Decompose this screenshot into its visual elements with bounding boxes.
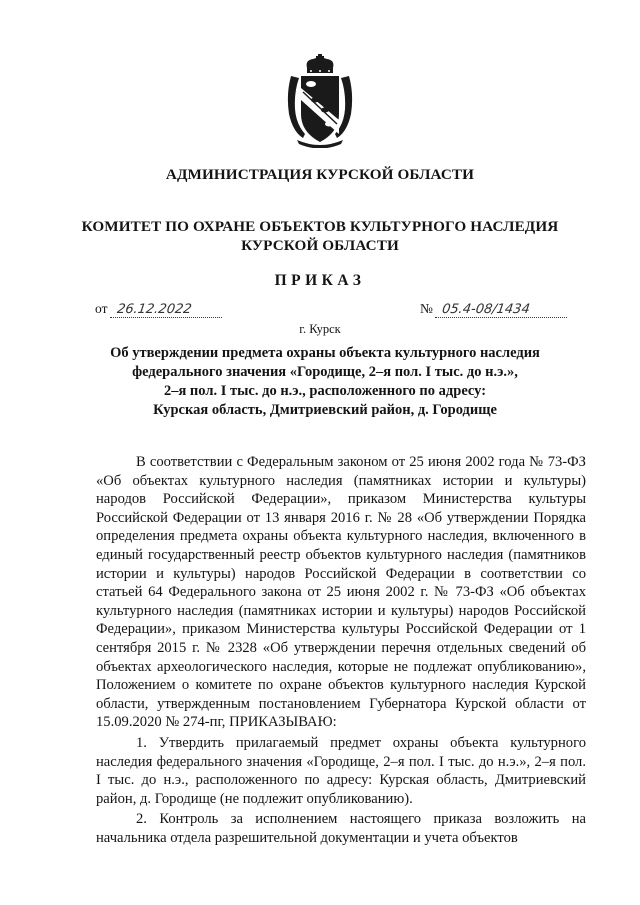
order-body: [96, 453, 586, 847]
number-prefix: №: [420, 301, 433, 316]
clause-1-paragraph: 1. Утвердить прилагаемый предмет охраны объекта культурного наследия федерального значения «Городище, 2–я пол. I тыс. до н.э.», 2–я пол. I тыс. до н.э., расположенного по адресу: Курская область, Дмитриевский район, д. Городище (не подлежит опубликованию).: [96, 734, 586, 807]
number-value: 05.4-08/1434: [435, 302, 569, 318]
document-type: ПРИКАЗ: [274, 272, 366, 289]
subject-line4: Курская область, Дмитриевский район, д. Городище: [153, 402, 497, 418]
subject-line2: федерального значения «Городище, 2–я пол. I тыс. до н.э.»,: [132, 364, 518, 380]
subject-line1: Об утверждении предмета охраны объекта культурного наследия: [110, 345, 540, 361]
date-field: [95, 301, 223, 318]
clause-2-paragraph: 2. Контроль за исполнением настоящего приказа возложить на начальника отдела разрешительной документации и учета объектов: [96, 811, 586, 846]
city: г. Курск: [299, 322, 341, 336]
committee-title-line1: КОМИТЕТ ПО ОХРАНЕ ОБЪЕКТОВ КУЛЬТУРНОГО НАСЛЕДИЯ: [81, 218, 559, 235]
date-value: 26.12.2022: [110, 302, 224, 318]
order-subject: [100, 344, 550, 420]
date-prefix: от: [95, 301, 108, 316]
coat-of-arms-icon: [283, 54, 357, 148]
number-field: [420, 301, 568, 318]
preamble-paragraph: В соответствии с Федеральным законом от 25 июня 2002 года № 73-ФЗ «Об объектах культурного наследия (памятниках истории и культуры) народов Российской Федерации», приказом Министерства культуры Российской Федерации от 13 января 2016 г. № 28 «Об утверждении Порядка определения предмета охраны объекта культурного наследия, включенного в единый государственный реестр объектов культурного наследия (памятников истории и культуры) народов Российской Федерации в соответствии со статьей 64 Федерального закона от 25 июня 2002 г. № 73-ФЗ «Об объектах культурного наследия (памятниках истории и культуры) народов Российской Федерации», приказом Министерства культуры Российской Федерации от 1 сентября 2015 г. № 2328 «Об утверждении перечня отдельных сведений об объектах археологического наследия, которые не подлежат опубликованию», Положением о комитете по охране объектов культурного наследия Курской области, утвержденным постановлением Губернатора Курской области от 15.09.2020 № 274-пг, ПРИКАЗЫВАЮ:: [96, 454, 586, 731]
committee-title: [60, 217, 580, 255]
committee-title-line2: КУРСКОЙ ОБЛАСТИ: [241, 237, 399, 254]
subject-line3: 2–я пол. I тыс. до н.э., расположенного по адресу:: [163, 383, 487, 399]
administration-title: АДМИНИСТРАЦИЯ КУРСКОЙ ОБЛАСТИ: [165, 166, 475, 183]
